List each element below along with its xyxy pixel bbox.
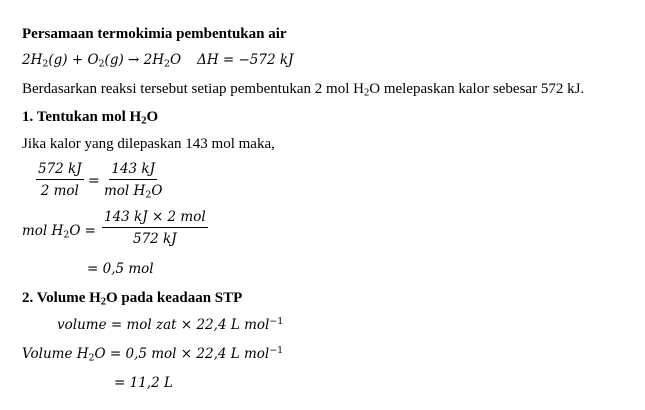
title: Persamaan termokimia pembentukan air <box>22 26 287 42</box>
intro-text: Berdasarkan reaksi tersebut setiap pembentukan 2 mol $H_2O$ melepaskan kalor sebesar 572 kJ. <box>22 81 585 99</box>
step1-text: Jika kalor yang dilepaskan 143 mol maka, <box>22 136 275 152</box>
fraction-mol-calculation: 143 kJ × 2 mol 572 kJ <box>104 209 206 247</box>
fraction-572-over-2: 572 kJ 2 mol <box>38 161 82 199</box>
volume-h2o-calculation: Volume $H_2O = 0,5$ mol × 22,4 L mol$^{-1}$ <box>22 344 284 364</box>
fraction-143-over-mol: 143 kJ mol $H_2O$ <box>104 161 163 201</box>
volume-result: = 11,2 L <box>114 375 173 391</box>
step2-heading: 2. Volume $H_2O$ pada keadaan STP <box>22 290 243 308</box>
thermochemical-equation: $2H_2(g) + O_2(g) \to 2H_2O$ ΔH = −572 kJ <box>22 52 294 70</box>
step1-result: = 0,5 mol <box>87 261 154 277</box>
mol-h2o-lhs: mol $H_2O$ = <box>22 223 96 241</box>
volume-formula: volume = mol zat × 22,4 L mol$^{-1}$ <box>57 315 284 333</box>
step1-heading: 1. Tentukan mol $H_2O$ <box>22 109 159 127</box>
equals-sign: = <box>88 173 100 189</box>
